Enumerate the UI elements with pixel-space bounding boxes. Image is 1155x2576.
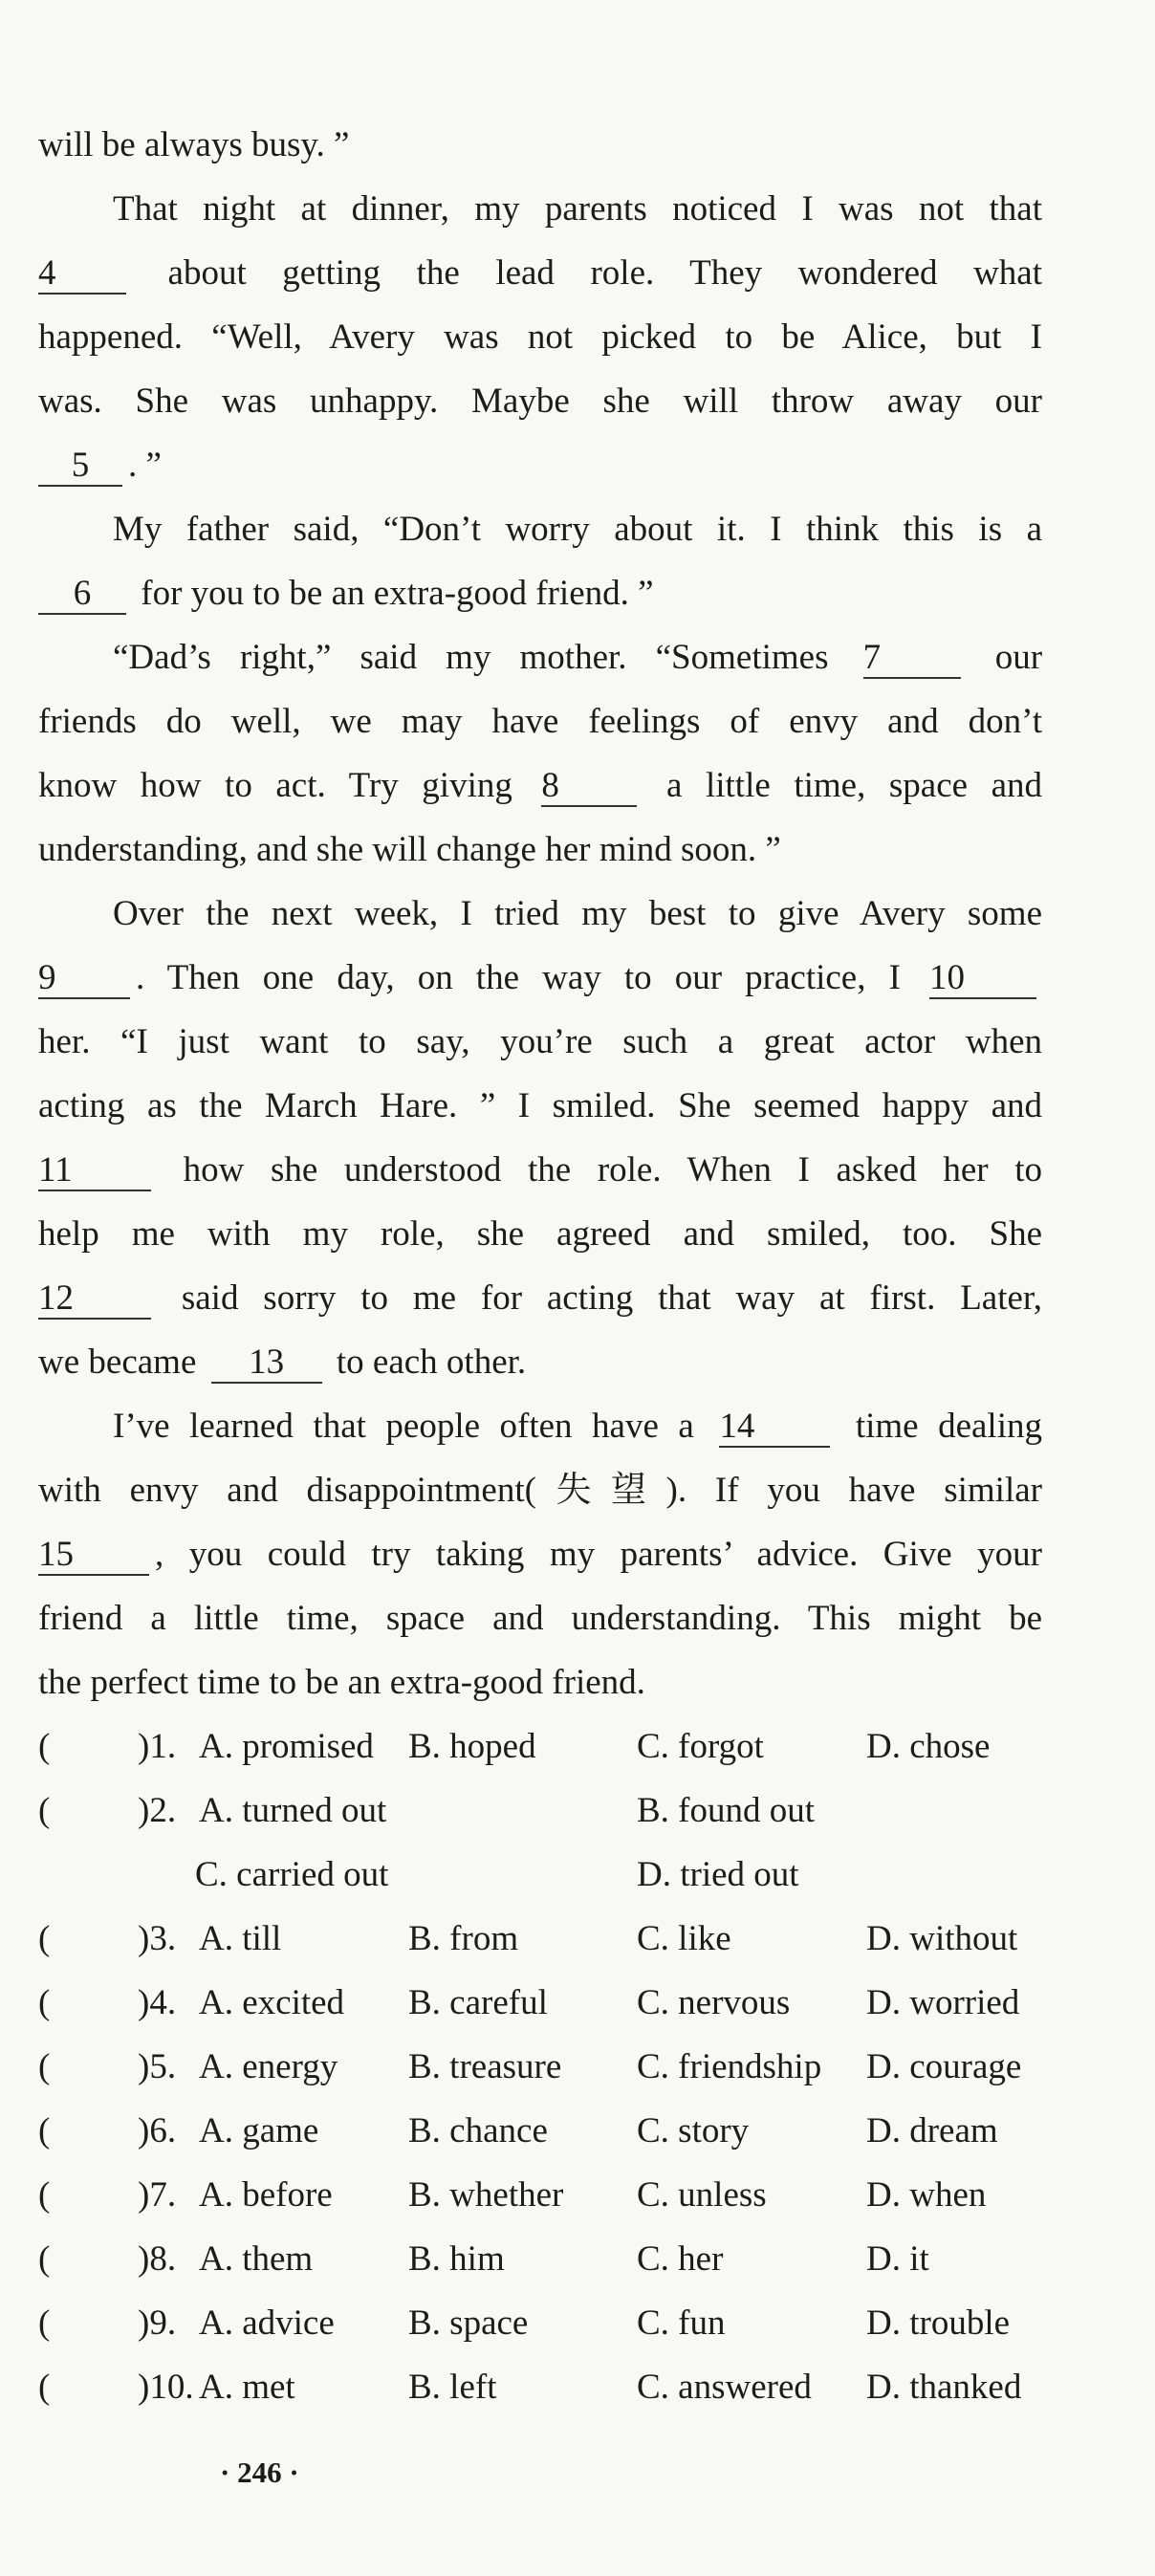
text: a little time, space and	[665, 766, 1043, 805]
text: was. She was unhappy. Maybe she will throw away our	[38, 382, 1042, 421]
option-a: A. till	[199, 1919, 282, 1958]
text: time dealing	[855, 1407, 1042, 1446]
passage-line	[38, 188, 1042, 230]
option-a: A. advice	[199, 2303, 335, 2343]
option-c: C. unless	[637, 2175, 767, 2215]
blank-7: 7	[863, 639, 961, 679]
blank-14: 14	[719, 1408, 830, 1448]
text: friends do well, we may have feelings of envy and don’t	[38, 702, 1042, 741]
option-b: B. treasure	[408, 2047, 562, 2086]
question-row	[38, 1918, 1042, 1960]
passage-line	[38, 1149, 1042, 1191]
text: said sorry to me for acting that way at first. Later,	[181, 1278, 1043, 1318]
text: understanding, and she will change her mind soon. ”	[38, 830, 781, 869]
option-d: D. trouble	[866, 2303, 1011, 2343]
blank-10: 10	[929, 959, 1036, 999]
option-d: D. thanked	[866, 2368, 1022, 2407]
text: will be always busy. ”	[38, 125, 350, 164]
question-row	[38, 1790, 1042, 1832]
question-number: )4.	[138, 1983, 177, 2022]
text: acting as the March Hare. ” I smiled. She seemed happy and	[38, 1086, 1042, 1125]
answer-paren[interactable]: (	[38, 1727, 51, 1766]
passage-line	[38, 317, 1042, 359]
option-c: C. like	[637, 1919, 731, 1958]
question-row	[38, 2303, 1042, 2345]
page-number: · 246 ·	[220, 2456, 299, 2489]
option-b: B. found out	[637, 1791, 816, 1830]
question-row	[38, 1726, 1042, 1768]
question-row	[38, 2110, 1042, 2152]
passage-line	[38, 1470, 1042, 1512]
passage-line	[38, 1277, 1042, 1320]
question-number: )5.	[138, 2047, 177, 2086]
text: My father said, “Don’t worry about it. I think this is a	[113, 510, 1042, 549]
option-b: B. chance	[408, 2111, 548, 2150]
text: know how to act. Try giving	[38, 766, 512, 805]
text: Over the next week, I tried my best to give Avery some	[113, 894, 1042, 933]
option-a: A. them	[199, 2239, 314, 2279]
blank-4: 4	[38, 254, 126, 295]
text: , you could try taking my parents’ advice. Give your	[155, 1535, 1042, 1574]
option-a: A. turned out	[199, 1791, 387, 1830]
passage-line	[38, 1406, 1042, 1448]
question-number: )9.	[138, 2303, 177, 2343]
question-number: )1.	[138, 1727, 177, 1766]
question-number: )8.	[138, 2239, 177, 2279]
text: the perfect time to be an extra-good friend.	[38, 1663, 645, 1702]
blank-13: 13	[211, 1343, 322, 1384]
passage-line	[38, 1213, 1042, 1255]
passage-line	[38, 1534, 1042, 1576]
option-a: A. met	[199, 2368, 295, 2407]
answer-paren[interactable]: (	[38, 1919, 51, 1958]
option-c: C. friendship	[637, 2047, 822, 2086]
text: about getting the lead role. They wondered what	[167, 253, 1043, 293]
option-c: C. her	[637, 2239, 724, 2279]
blank-6: 6	[38, 575, 126, 615]
passage-line	[38, 573, 1042, 615]
question-number: )3.	[138, 1919, 177, 1958]
blank-8: 8	[541, 767, 637, 807]
answer-paren[interactable]: (	[38, 2047, 51, 2086]
answer-paren[interactable]: (	[38, 1983, 51, 2022]
text: how she understood the role. When I asked her to	[183, 1150, 1042, 1190]
option-d: D. it	[866, 2239, 929, 2279]
passage-line	[38, 445, 1042, 487]
question-row	[38, 2238, 1042, 2281]
text: for you to be an extra-good friend. ”	[141, 574, 654, 613]
passage-line	[38, 1598, 1042, 1640]
text: with envy and disappointment(失望). If you have similar	[38, 1471, 1042, 1510]
answer-paren[interactable]: (	[38, 2239, 51, 2279]
option-d: D. when	[866, 2175, 987, 2215]
option-a: A. excited	[199, 1983, 345, 2022]
question-number: )10.	[138, 2368, 194, 2407]
question-row	[38, 1982, 1042, 2024]
passage-line	[38, 252, 1042, 295]
question-row	[38, 2174, 1042, 2216]
blank-11: 11	[38, 1151, 151, 1191]
text: to each other.	[336, 1343, 527, 1382]
text: her. “I just want to say, you’re such a great actor when	[38, 1022, 1042, 1061]
answer-paren[interactable]: (	[38, 2303, 51, 2343]
passage-line	[38, 1342, 1042, 1384]
question-number: )2.	[138, 1791, 177, 1830]
text: we became	[38, 1343, 197, 1382]
passage-line	[38, 957, 1042, 999]
option-b: B. left	[408, 2368, 497, 2407]
option-d: D. courage	[866, 2047, 1022, 2086]
option-b: B. space	[408, 2303, 529, 2343]
text: . Then one day, on the way to our practice, I	[136, 958, 901, 997]
option-c: C. answered	[637, 2368, 812, 2407]
answer-paren[interactable]: (	[38, 2368, 51, 2407]
question-number: )7.	[138, 2175, 177, 2215]
option-c: C. forgot	[637, 1727, 764, 1766]
passage-line	[38, 124, 1042, 166]
answer-paren[interactable]: (	[38, 2175, 51, 2215]
text: That night at dinner, my parents noticed I was not that	[113, 189, 1042, 229]
passage-line	[38, 765, 1042, 807]
option-a: A. promised	[199, 1727, 374, 1766]
option-c: C. fun	[637, 2303, 726, 2343]
text: happened. “Well, Avery was not picked to be Alice, but I	[38, 317, 1042, 357]
blank-5: 5	[38, 447, 122, 487]
text: our	[994, 638, 1043, 677]
text: “Dad’s right,” said my mother. “Sometimes	[113, 638, 829, 677]
passage-line	[38, 1021, 1042, 1063]
option-c: C. nervous	[637, 1983, 791, 2022]
blank-9: 9	[38, 959, 130, 999]
option-c: C. story	[637, 2111, 750, 2150]
passage-line	[38, 509, 1042, 551]
answer-paren[interactable]: (	[38, 2111, 51, 2150]
passage-line	[38, 1085, 1042, 1127]
passage-line	[38, 1662, 1042, 1704]
option-c: C. carried out	[195, 1855, 389, 1894]
text: help me with my role, she agreed and smiled, too. She	[38, 1214, 1042, 1254]
option-d: D. without	[866, 1919, 1018, 1958]
text: friend a little time, space and understanding. This might be	[38, 1599, 1042, 1638]
text: I’ve learned that people often have a	[113, 1407, 694, 1446]
option-a: A. before	[199, 2175, 333, 2215]
option-d: D. chose	[866, 1727, 991, 1766]
option-b: B. whether	[408, 2175, 564, 2215]
option-a: A. game	[199, 2111, 319, 2150]
option-d: D. dream	[866, 2111, 998, 2150]
option-b: B. careful	[408, 1983, 548, 2022]
passage-line	[38, 829, 1042, 871]
option-d: D. worried	[866, 1983, 1020, 2022]
option-b: B. hoped	[408, 1727, 536, 1766]
passage-line	[38, 637, 1042, 679]
question-row	[38, 2046, 1042, 2088]
passage-line	[38, 381, 1042, 423]
question-row	[38, 1854, 1042, 1896]
text: . ”	[128, 446, 162, 485]
passage-line	[38, 701, 1042, 743]
blank-12: 12	[38, 1279, 151, 1320]
option-a: A. energy	[199, 2047, 338, 2086]
option-b: B. from	[408, 1919, 519, 1958]
option-b: B. him	[408, 2239, 505, 2279]
question-number: )6.	[138, 2111, 177, 2150]
answer-paren[interactable]: (	[38, 1791, 51, 1830]
passage-line	[38, 893, 1042, 935]
option-d: D. tried out	[637, 1855, 799, 1894]
blank-15: 15	[38, 1536, 149, 1576]
question-row	[38, 2367, 1042, 2409]
